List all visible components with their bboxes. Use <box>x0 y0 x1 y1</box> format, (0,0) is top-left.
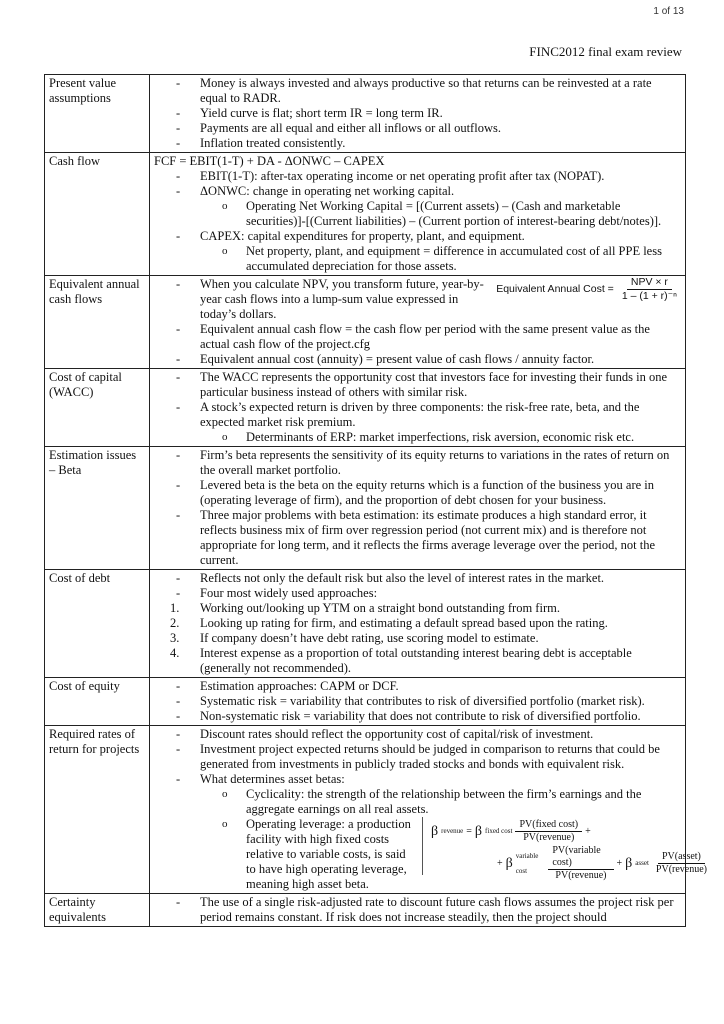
sub-bullet: o Determinants of ERP: market imperfections, risk aversion, economic risk etc. <box>200 430 681 445</box>
sub-bullet <box>200 817 707 892</box>
item-number: 4. <box>170 646 180 660</box>
content-cash-flow <box>150 153 686 276</box>
content-cost-of-equity <box>150 678 686 726</box>
beta-symbol: β <box>625 856 633 871</box>
denominator: PV(revenue) <box>555 870 607 881</box>
bullet-text: A stock’s expected return is driven by three components: the risk-free rate, beta, and the expected market risk premium. <box>200 400 640 429</box>
bullet-text: What determines asset betas: <box>200 772 345 786</box>
item-text: Looking up rating for firm, and estimating a default spread based upon the rating. <box>200 616 608 630</box>
topic-present-value: Present value assumptions <box>45 75 150 153</box>
bullet <box>154 772 707 892</box>
fraction <box>652 851 711 876</box>
bullet: - Levered beta is the beta on the equity returns which is a function of the business you are in (operating leverage of firm), and the proportion of debt chosen for your business. <box>154 478 681 508</box>
content-present-value <box>150 75 686 153</box>
document-title: FINC2012 final exam review <box>529 44 682 59</box>
topic-cost-of-debt: Cost of debt <box>45 570 150 678</box>
sub-bullet: o Net property, plant, and equipment = difference in accumulated cost of all PPE less accumulated depreciation for those assets. <box>200 244 681 274</box>
content-beta <box>150 447 686 570</box>
subscript: fixed cost <box>485 827 513 835</box>
table-row <box>45 153 686 276</box>
bullet: - Yield curve is flat; short term IR = long term IR. <box>154 106 681 121</box>
sub-bullet: o Operating Net Working Capital = [(Current assets) – (Cash and marketable securities)]-[(Current liabilities) – (Current portion of interest-bearing debt/notes)]. <box>200 199 681 229</box>
bullet: - Firm’s beta represents the sensitivity of its equity returns to variations in the rates of return on the overall market portfolio. <box>154 448 681 478</box>
review-table <box>44 74 707 927</box>
content-required-rates <box>150 726 707 894</box>
bullet: - Payments are all equal and either all inflows or all outflows. <box>154 121 681 136</box>
numbered-item <box>154 646 681 676</box>
table-row <box>45 276 686 369</box>
topic-required-rates: Required rates of return for projects <box>45 726 150 894</box>
bullet: - Non-systematic risk = variability that does not contribute to risk of diversified portfolio. <box>154 709 681 724</box>
bullet <box>154 229 681 274</box>
bullet: - When you calculate NPV, you transform future, year-by-year cash flows into a lump-sum value expressed in today’s dollars. <box>154 277 490 322</box>
bullet <box>154 184 681 229</box>
eac-formula-label: Equivalent Annual Cost = <box>496 283 614 295</box>
subscript: revenue <box>441 827 464 835</box>
table-row <box>45 75 686 153</box>
table-row <box>45 369 686 447</box>
content-cost-of-debt <box>150 570 686 678</box>
bullet: - Discount rates should reflect the opportunity cost of capital/risk of investment. <box>154 727 681 742</box>
eac-formula <box>496 276 681 303</box>
beta-symbol: β <box>474 824 483 839</box>
table-row <box>45 678 686 726</box>
numbered-item <box>154 616 681 631</box>
item-number: 3. <box>170 631 180 645</box>
bullet: - Systematic risk = variability that contributes to risk of diversified portfolio (market risk). <box>154 694 681 709</box>
bullet: - The WACC represents the opportunity cost that investors face for investing their funds in one particular business instead of others with similar risk. <box>154 370 681 400</box>
topic-wacc: Cost of capital (WACC) <box>45 369 150 447</box>
fcf-formula: FCF = EBIT(1-T) + DA - ΔONWC – CAPEX <box>154 154 385 168</box>
beta-symbol: β <box>505 856 513 871</box>
fraction <box>515 819 582 844</box>
numbered-item <box>154 631 681 646</box>
table-row <box>45 447 686 570</box>
topic-equivalent-annual: Equivalent annual cash flows <box>45 276 150 369</box>
numerator: PV(asset) <box>658 851 705 864</box>
bullet: - Four most widely used approaches: <box>154 586 681 601</box>
numbered-item <box>154 601 681 616</box>
item-text: If company doesn’t have debt rating, use scoring model to estimate. <box>200 631 539 645</box>
bullet: - Reflects not only the default risk but also the level of interest rates in the market. <box>154 571 681 586</box>
equals-sign: = <box>466 826 472 837</box>
item-number: 2. <box>170 616 180 630</box>
eac-fraction <box>618 276 681 303</box>
subscript: variable cost <box>515 851 539 875</box>
item-text: Working out/looking up YTM on a straight bond outstanding from firm. <box>200 601 560 615</box>
plus-sign: + <box>585 826 591 837</box>
plus-sign: + <box>616 858 623 869</box>
subscript: asset <box>635 859 649 867</box>
topic-cash-flow: Cash flow <box>45 153 150 276</box>
formula-line <box>431 819 591 844</box>
eac-numerator: NPV × r <box>627 276 672 290</box>
numerator: PV(fixed cost) <box>515 819 582 832</box>
item-text: Interest expense as a proportion of total outstanding interest bearing debt is acceptable (generally not recommended). <box>200 646 632 675</box>
topic-certainty-equivalents: Certainty equivalents <box>45 894 150 927</box>
denominator: PV(revenue) <box>523 832 575 843</box>
bullet: - Estimation approaches: CAPM or DCF. <box>154 679 681 694</box>
denominator: PV(revenue) <box>655 864 707 875</box>
bullet <box>154 400 681 445</box>
beta-symbol: β <box>431 824 439 839</box>
bullet: - Three major problems with beta estimation: its estimate produces a high standard error, it reflects business mix of firm over regression period (not current mix) and is therefore not appropriate for long term, and it reflects the firms average leverage over the period, not the current. <box>154 508 681 568</box>
bullet-text: CAPEX: capital expenditures for property, plant, and equipment. <box>200 229 525 243</box>
topic-beta: Estimation issues – Beta <box>45 447 150 570</box>
item-number: 1. <box>170 601 180 615</box>
fraction <box>548 845 613 882</box>
bullet: - Inflation treated consistently. <box>154 136 681 151</box>
topic-cost-of-equity: Cost of equity <box>45 678 150 726</box>
beta-revenue-formula <box>422 817 711 881</box>
bullet: - EBIT(1-T): after-tax operating income or net operating profit after tax (NOPAT). <box>154 169 681 184</box>
content-equivalent-annual <box>150 276 686 369</box>
content-certainty-equivalents <box>150 894 686 927</box>
bullet: - Investment project expected returns should be judged in comparison to returns that could be generated from investments in publicly traded stocks and bonds with equivalent risk. <box>154 742 681 772</box>
bullet: - Equivalent annual cost (annuity) = present value of cash flows / annuity factor. <box>154 352 681 367</box>
operating-leverage-text: o Operating leverage: a production facility with high fixed costs relative to variable costs, is said to have high operating leverage, meaning high asset beta. <box>246 817 411 891</box>
formula-line <box>497 845 711 882</box>
table-row <box>45 726 686 894</box>
numerator: PV(variable cost) <box>548 845 613 870</box>
plus-sign: + <box>497 858 503 869</box>
page-number: 1 of 13 <box>653 6 684 17</box>
table-row <box>45 894 686 927</box>
bullet: - Money is always invested and always productive so that returns can be reinvested at a rate equal to RADR. <box>154 76 681 106</box>
content-wacc <box>150 369 686 447</box>
sub-bullet: o Cyclicality: the strength of the relationship between the firm’s earnings and the aggregate earnings on all real assets. <box>200 787 681 817</box>
table-row <box>45 570 686 678</box>
bullet: - Equivalent annual cash flow = the cash flow per period with the same present value as the actual cash flow of the project.cfg <box>154 322 681 352</box>
bullet: - The use of a single risk-adjusted rate to discount future cash flows assumes the project risk per period remains constant. If risk does not increase steadily, then the project should <box>154 895 681 925</box>
eac-denominator: 1 – (1 + r)⁻ⁿ <box>621 290 677 302</box>
bullet-text: ΔONWC: change in operating net working capital. <box>200 184 455 198</box>
